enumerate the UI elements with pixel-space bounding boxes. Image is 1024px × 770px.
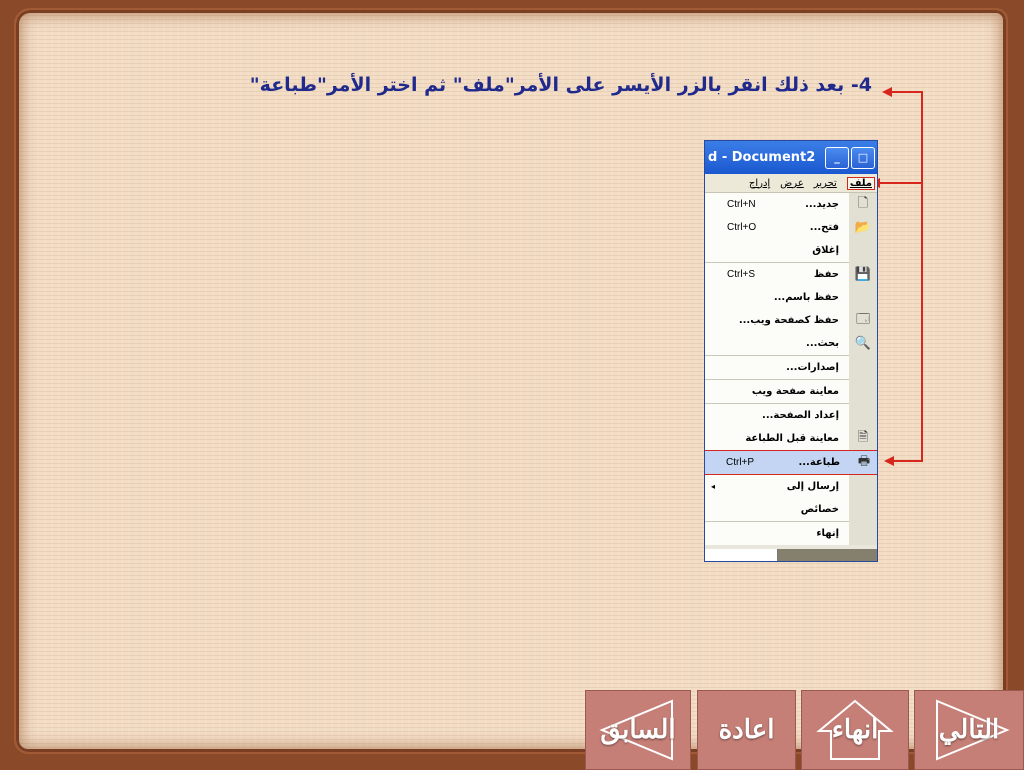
- menubar: [705, 174, 877, 193]
- menu-item-close[interactable]: إغلاق: [812, 245, 839, 256]
- repeat-button[interactable]: [697, 690, 796, 770]
- menu-item-page-setup[interactable]: إعداد الصفحة...: [762, 410, 839, 421]
- window-title: d - Document2: [708, 150, 816, 165]
- menu-view[interactable]: عرض: [780, 177, 804, 189]
- menu-item-send-to[interactable]: إرسال إلى ◂: [711, 481, 839, 492]
- menu-item-open[interactable]: 📂 فتح... Ctrl+O: [705, 216, 877, 239]
- print-preview-icon: 🗎: [857, 429, 869, 445]
- menu-item-print-preview[interactable]: 🗎 معاينة قبل الطباعة: [705, 427, 877, 450]
- menu-item-print[interactable]: 🖶 طباعة... Ctrl+P: [704, 450, 878, 475]
- menu-item-save-as-web[interactable]: 🗔 حفظ كصفحة ويب...: [705, 309, 877, 332]
- menu-item-web-preview[interactable]: معاينة صفحة ويب: [751, 386, 839, 397]
- menu-item-versions[interactable]: إصدارات...: [786, 362, 839, 373]
- printer-icon: 🖶: [857, 453, 871, 469]
- open-folder-icon: 📂: [854, 220, 872, 235]
- menu-file[interactable]: ملف: [847, 177, 875, 190]
- menu-edit[interactable]: تحرير: [813, 177, 837, 189]
- menu-item-save-as[interactable]: حفظ باسم...: [773, 292, 839, 303]
- menu-item-save[interactable]: 💾 حفظ Ctrl+S: [705, 263, 877, 286]
- save-disk-icon: 💾: [854, 267, 872, 282]
- menu-insert[interactable]: إدراج: [748, 177, 771, 189]
- previous-button[interactable]: [585, 690, 691, 770]
- web-page-icon: 🗔: [855, 311, 871, 327]
- file-menu-dropdown: [705, 193, 877, 545]
- next-label: التالي: [938, 715, 1000, 745]
- status-strip: [705, 549, 877, 561]
- word-window: [704, 140, 878, 562]
- minimize-button[interactable]: _: [825, 147, 849, 169]
- previous-label: السابق: [600, 715, 676, 745]
- search-icon: 🔍: [854, 336, 872, 351]
- submenu-arrow-icon: ◂: [711, 482, 716, 491]
- end-button[interactable]: [801, 690, 909, 770]
- maximize-button[interactable]: □: [851, 147, 875, 169]
- menu-item-search[interactable]: 🔍 بحث...: [705, 332, 877, 355]
- menu-item-exit[interactable]: إنهاء: [816, 528, 839, 539]
- end-label: انهاء: [831, 715, 879, 745]
- instruction-text: 4- بعد ذلك انقر بالزر الأيسر على الأمر"ملف" ثم اختر الأمر"طباعة": [249, 74, 872, 96]
- next-button[interactable]: [914, 690, 1024, 770]
- new-document-icon: 🗋: [857, 195, 869, 211]
- menu-item-new[interactable]: 🗋 جديد... Ctrl+N: [705, 193, 877, 216]
- window-titlebar: [705, 141, 877, 174]
- menu-item-properties[interactable]: خصائص: [800, 504, 839, 515]
- repeat-label: اعادة: [718, 715, 775, 745]
